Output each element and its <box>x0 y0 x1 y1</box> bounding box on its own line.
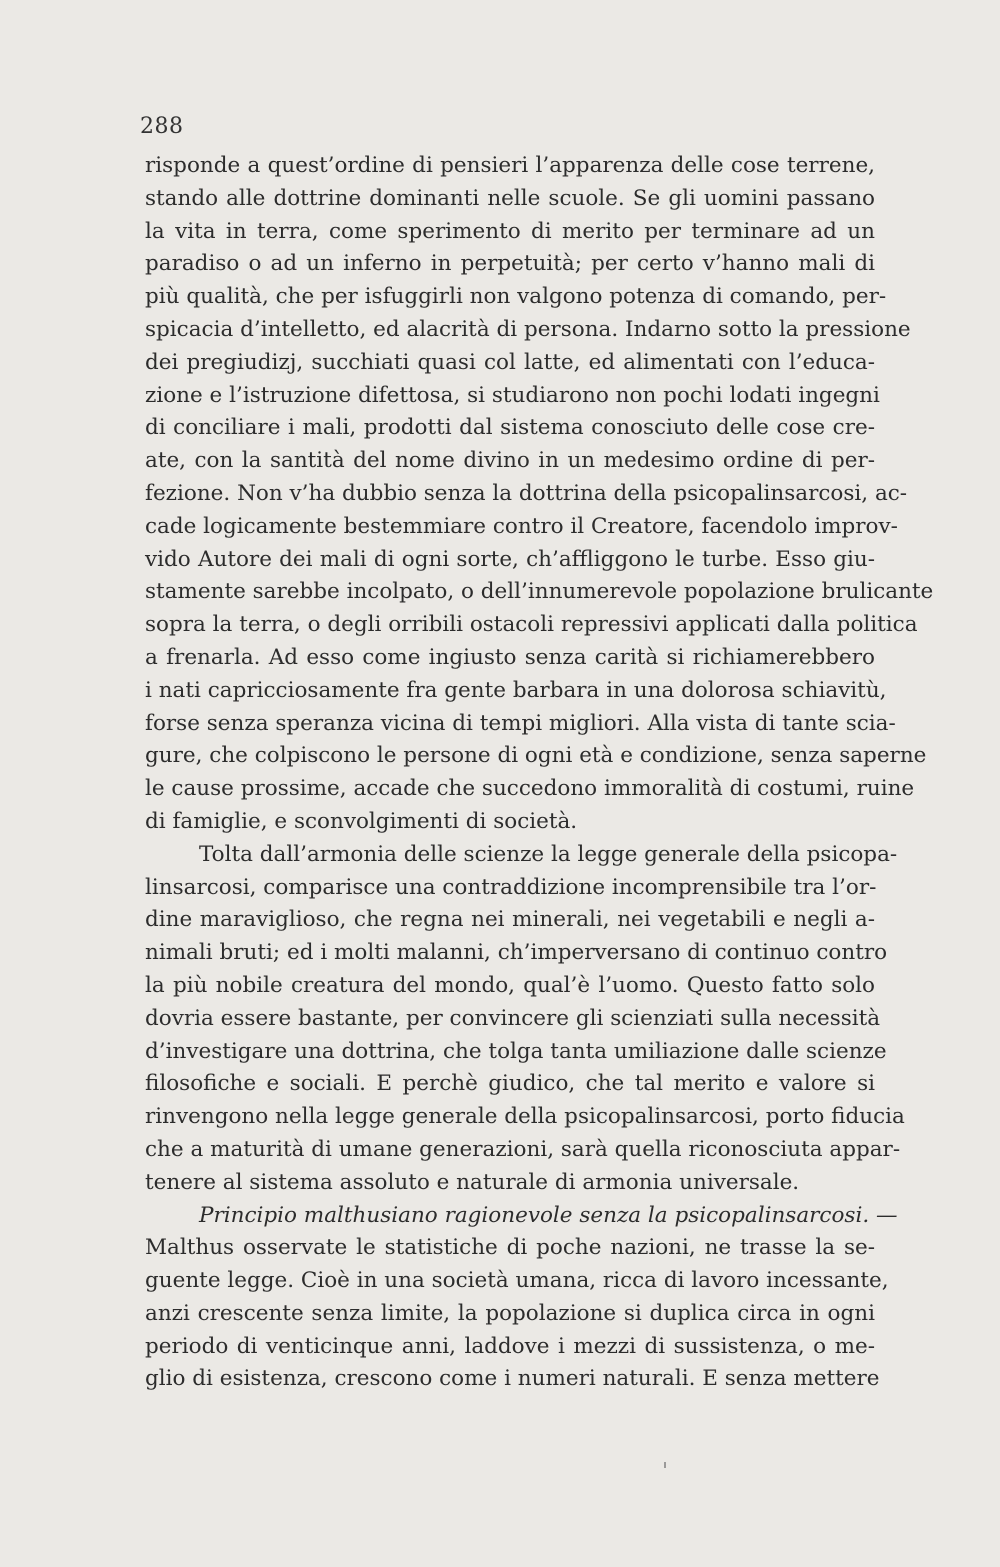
page-number: 288 <box>140 114 184 139</box>
text-line: sopra la terra, o degli orribili ostacoli repressivi applicati dalla politica <box>145 612 918 638</box>
text-line: Principio malthusiano ragionevole senza la psicopalinsarcosi. — <box>199 1202 898 1228</box>
text-line: vido Autore dei mali di ogni sorte, ch’affliggono le turbe. Esso giu- <box>145 546 875 572</box>
text-line: risponde a quest’ordine di pensieri l’apparenza delle cose terrene, <box>145 153 875 178</box>
text-line: Tolta dall’armonia delle scienze la legge generale della psicopa- <box>199 841 898 867</box>
text-line: fezione. Non v’ha dubbio senza la dottrina della psicopalinsarcosi, ac- <box>145 480 908 506</box>
text-line: tenere al sistema assoluto e naturale di armonia universale. <box>145 1169 800 1195</box>
text-line: glio di esistenza, crescono come i numeri naturali. E senza mettere <box>145 1366 880 1392</box>
text-line: di famiglie, e sconvolgimenti di società. <box>145 808 578 834</box>
text-line: a frenarla. Ad esso come ingiusto senza carità si richiamerebbero <box>145 644 875 670</box>
text-line: dovria essere bastante, per convincere gli scienziati sulla necessità <box>145 1005 881 1031</box>
text-line: nimali bruti; ed i molti malanni, ch’imperversano di continuo contro <box>145 940 888 966</box>
text-line: anzi crescente senza limite, la popolazione si duplica circa in ogni <box>145 1300 875 1326</box>
text-line: più qualità, che per isfuggirli non valgono potenza di comando, per- <box>145 284 887 310</box>
text-line: stando alle dottrine dominanti nelle scuole. Se gli uomini passano <box>145 185 875 211</box>
text-line: la vita in terra, come sperimento di merito per terminare ad un <box>145 218 875 244</box>
text-line: forse senza speranza vicina di tempi migliori. Alla vista di tante scia- <box>145 710 896 736</box>
scan-speck <box>664 1462 666 1468</box>
text-line: periodo di venticinque anni, laddove i mezzi di sussistenza, o me- <box>145 1333 875 1359</box>
text-line: la più nobile creatura del mondo, qual’è l’uomo. Questo fatto solo <box>145 972 875 998</box>
text-line: cade logicamente bestemmiare contro il Creatore, facendolo improv- <box>145 513 898 539</box>
text-line: d’investigare una dottrina, che tolga tanta umiliazione dalle scienze <box>145 1038 887 1064</box>
text-line: gure, che colpiscono le persone di ogni età e condizione, senza saperne <box>145 743 927 769</box>
text-line: filosofiche e sociali. E perchè giudico, che tal merito e valore si <box>145 1071 875 1097</box>
text-line: ate, con la santità del nome divino in un medesimo ordine di per- <box>145 448 875 474</box>
text-line: stamente sarebbe incolpato, o dell’innumerevole popolazione brulicante <box>145 579 934 605</box>
text-line: i nati capricciosamente fra gente barbara in una dolorosa schiavitù, <box>145 677 887 703</box>
text-line: dei pregiudizj, succhiati quasi col latte, ed alimentati con l’educa- <box>145 349 875 375</box>
body-text <box>145 150 934 1396</box>
text-line: le cause prossime, accade che succedono immoralità di costumi, ruine <box>145 776 915 802</box>
text-line: che a maturità di umane generazioni, sarà quella riconosciuta appar- <box>145 1136 901 1162</box>
text-line: guente legge. Cioè in una società umana, ricca di lavoro incessante, <box>145 1268 889 1294</box>
text-line: spicacia d’intelletto, ed alacrità di persona. Indarno sotto la pressione <box>145 316 911 342</box>
text-line: rinvengono nella legge generale della psicopalinsarcosi, porto fiducia <box>145 1104 905 1130</box>
text-line: zione e l’istruzione difettosa, si studiarono non pochi lodati ingegni <box>145 382 880 408</box>
text-line: Malthus osservate le statistiche di poche nazioni, ne trasse la se- <box>145 1235 875 1261</box>
text-line: linsarcosi, comparisce una contraddizione incomprensibile tra l’or- <box>145 874 877 900</box>
text-line: paradiso o ad un inferno in perpetuità; per certo v’hanno mali di <box>145 251 875 277</box>
text-line: dine maraviglioso, che regna nei minerali, nei vegetabili e negli a- <box>145 907 875 933</box>
text-line: di conciliare i mali, prodotti dal sistema conosciuto delle cose cre- <box>145 415 875 441</box>
